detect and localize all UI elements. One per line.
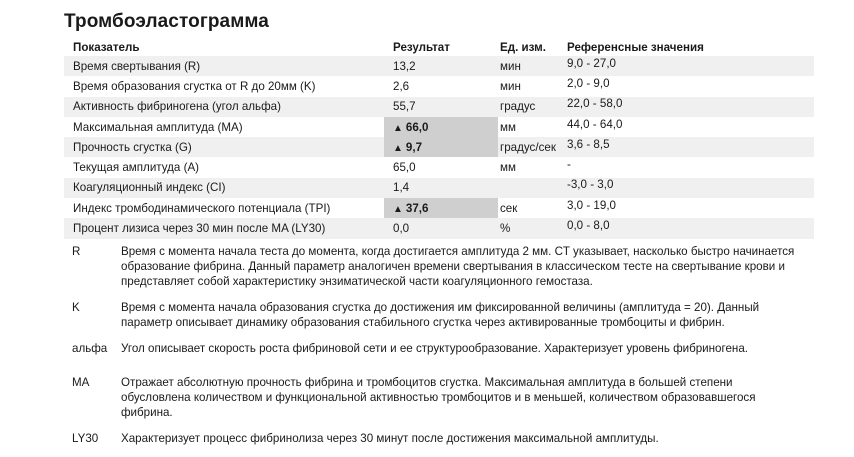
unit: мин xyxy=(498,56,558,76)
definition-text: Угол описывает скорость роста фибриновой сети и ее структурообразование. Характеризует уровень фибриногена. xyxy=(121,342,749,355)
table-row xyxy=(64,198,814,218)
table-row xyxy=(64,157,814,177)
header-result: Результат xyxy=(393,40,450,54)
unit: градус xyxy=(498,97,558,117)
header-reference: Референсные значения xyxy=(567,40,704,54)
unit: % xyxy=(498,218,558,238)
reference-value: 2,0 - 9,0 xyxy=(567,76,610,90)
definition-item xyxy=(72,375,802,420)
unit xyxy=(498,178,558,198)
reference-value: - xyxy=(567,158,571,172)
reference-value: 22,0 - 58,0 xyxy=(567,97,623,111)
definition-term: MA xyxy=(72,376,90,389)
result-number: 2,6 xyxy=(393,79,410,93)
definition-term: K xyxy=(72,301,80,314)
definition-text: Время с момента начала теста до момента, когда достигается амплитуда 2 мм. CT указывает, насколько быстро начинается образование фибрина. Данный параметр аналогичен времени свертывания в классическом тесте на свертывание крови и представляет собой характеристику энзиматической части коагуляционного гемостаза. xyxy=(121,245,795,288)
result-number: 65,0 xyxy=(393,161,416,175)
result-number: 13,2 xyxy=(393,59,416,73)
table-row xyxy=(64,137,814,157)
header-parameter: Показатель xyxy=(73,40,140,54)
reference-range xyxy=(558,97,814,117)
result-number: 9,7 xyxy=(405,140,423,154)
up-arrow-icon: ▲ xyxy=(393,203,403,215)
table-row xyxy=(64,97,814,117)
definition-item xyxy=(72,244,802,289)
reference-range xyxy=(558,178,814,198)
unit: сек xyxy=(500,201,518,215)
definition-term: LY30 xyxy=(72,432,99,445)
parameter-name: Коагуляционный индекс (CI) xyxy=(64,178,384,198)
up-arrow-icon: ▲ xyxy=(393,142,403,154)
parameter-name: Время образования сгустка от R до 20мм (K) xyxy=(73,79,316,93)
reference-range xyxy=(558,117,814,137)
parameter-name: Прочность сгустка (G) xyxy=(64,137,384,157)
result-value xyxy=(384,56,498,76)
result-value xyxy=(384,178,498,198)
definition-term: альфа xyxy=(72,342,108,355)
table-row xyxy=(64,56,814,76)
reference-value: 3,6 - 8,5 xyxy=(567,137,610,151)
header-unit: Ед. изм. xyxy=(500,40,546,54)
parameter-name: Текущая амплитуда (A) xyxy=(73,161,200,175)
result-value xyxy=(384,117,498,137)
reference-range xyxy=(558,56,814,76)
reference-value: 0,0 - 8,0 xyxy=(567,219,610,233)
table-row xyxy=(64,117,814,137)
reference-value: 44,0 - 64,0 xyxy=(567,117,623,131)
page-title: Тромбоэластограмма xyxy=(64,11,269,32)
unit: мм xyxy=(500,120,516,134)
table-row xyxy=(64,178,814,198)
parameter-name: Индекс тромбодинамического потенциала (TPI) xyxy=(73,201,331,215)
result-number: 37,6 xyxy=(405,201,429,215)
result-number: 55,7 xyxy=(393,100,416,114)
definition-item xyxy=(72,431,802,446)
result-value xyxy=(384,137,498,157)
reference-range xyxy=(558,218,814,238)
table-row xyxy=(64,76,814,96)
definition-text: Характеризует процесс фибринолиза через 30 минут после достижения максимальной амплитуды. xyxy=(121,432,659,445)
definition-term: R xyxy=(72,245,81,258)
parameter-name: Время свертывания (R) xyxy=(64,56,384,76)
result-number: 1,4 xyxy=(393,181,410,195)
reference-range xyxy=(558,157,814,177)
reference-range xyxy=(558,76,814,96)
reference-value: 3,0 - 19,0 xyxy=(567,198,616,212)
result-value xyxy=(384,76,498,96)
up-arrow-icon: ▲ xyxy=(393,122,403,134)
table-header-row xyxy=(64,38,814,56)
result-value xyxy=(384,97,498,117)
definition-text: Отражает абсолютную прочность фибрина и тромбоцитов сгустка. Максимальная амплитуда в большей степени обусловлена количеством и функциональной активностью тромбоцитов и в меньшей, количеством образовавшегося фибрина. xyxy=(121,376,756,419)
result-value xyxy=(384,218,498,238)
reference-range xyxy=(558,198,814,218)
definition-text: Время с момента начала образования сгустка до достижения им фиксированной величины (амплитуда = 20). Данный параметр описывает динамику образования стабильного сгустка через активированные тромбоциты и фибрин. xyxy=(121,301,760,329)
results-table xyxy=(64,38,814,239)
result-value xyxy=(384,157,498,177)
result-number: 0,0 xyxy=(393,222,410,236)
definitions-list xyxy=(72,244,802,457)
parameter-name: Процент лизиса через 30 мин после MA (LY30) xyxy=(64,218,384,238)
result-value xyxy=(384,198,498,218)
reference-range xyxy=(558,137,814,157)
parameter-name: Максимальная амплитуда (MA) xyxy=(73,120,243,134)
parameter-name: Активность фибриногена (угол альфа) xyxy=(64,97,384,117)
table-row xyxy=(64,218,814,238)
unit: мм xyxy=(500,161,516,175)
reference-value: -3,0 - 3,0 xyxy=(567,178,614,192)
definition-item xyxy=(72,341,802,356)
unit: мин xyxy=(500,79,521,93)
reference-value: 9,0 - 27,0 xyxy=(567,56,616,70)
definition-item xyxy=(72,300,802,330)
result-number: 66,0 xyxy=(405,120,429,134)
unit: градус/сек xyxy=(498,137,558,157)
